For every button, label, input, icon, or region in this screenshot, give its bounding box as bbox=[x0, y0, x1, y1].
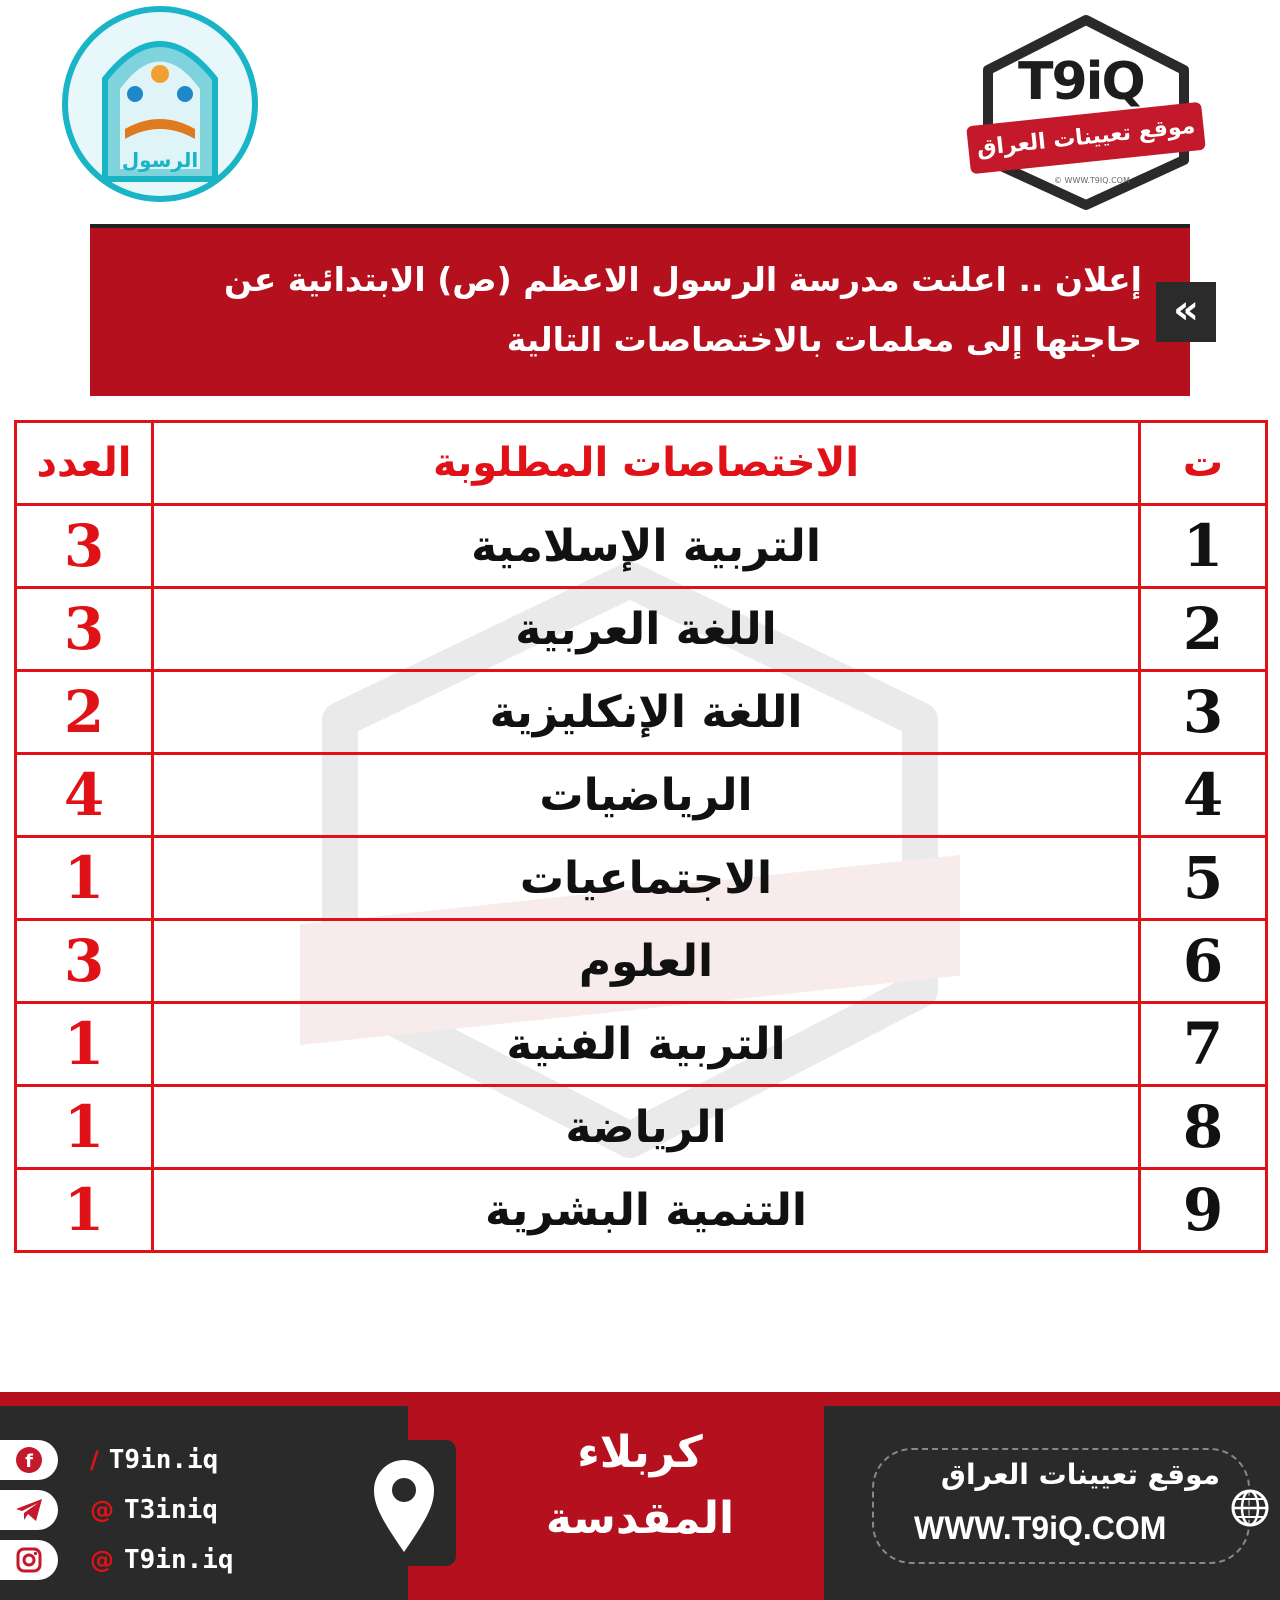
table-row bbox=[16, 920, 1267, 1003]
row-number: 9 bbox=[1140, 1169, 1267, 1252]
row-specialty: الاجتماعيات bbox=[153, 837, 1140, 920]
social-separator: / bbox=[90, 1446, 99, 1474]
social-handle[interactable]: T3iniq bbox=[124, 1495, 218, 1525]
telegram-icon bbox=[0, 1490, 58, 1530]
row-number: 7 bbox=[1140, 1003, 1267, 1086]
globe-icon bbox=[1230, 1488, 1270, 1528]
site-url-link[interactable]: WWW.T9iQ.COM bbox=[914, 1510, 1167, 1546]
row-specialty: الرياضيات bbox=[153, 754, 1140, 837]
table-header-row bbox=[16, 422, 1267, 505]
t9iq-logo bbox=[968, 10, 1204, 210]
svg-text:f: f bbox=[25, 1451, 33, 1472]
row-count: 1 bbox=[16, 1086, 153, 1169]
row-specialty: التنمية البشرية bbox=[153, 1169, 1140, 1252]
row-count: 3 bbox=[16, 505, 153, 588]
social-separator: @ bbox=[90, 1496, 114, 1524]
row-specialty: اللغة العربية bbox=[153, 588, 1140, 671]
social-separator: @ bbox=[90, 1546, 114, 1574]
table-row bbox=[16, 754, 1267, 837]
row-count: 1 bbox=[16, 1003, 153, 1086]
row-number: 2 bbox=[1140, 588, 1267, 671]
city-line-1: كربلاء bbox=[577, 1427, 703, 1478]
row-specialty: التربية الإسلامية bbox=[153, 505, 1140, 588]
city-line-2: المقدسة bbox=[545, 1493, 735, 1544]
social-telegram[interactable] bbox=[0, 1488, 300, 1532]
row-count: 3 bbox=[16, 920, 153, 1003]
social-handle[interactable]: T9in.iq bbox=[124, 1545, 234, 1575]
brand-text: T9iQ bbox=[1018, 52, 1144, 112]
row-specialty: التربية الفنية bbox=[153, 1003, 1140, 1086]
specialties-table bbox=[14, 420, 1268, 1253]
row-number: 1 bbox=[1140, 505, 1267, 588]
instagram-icon bbox=[0, 1540, 58, 1580]
row-specialty: العلوم bbox=[153, 920, 1140, 1003]
row-count: 2 bbox=[16, 671, 153, 754]
row-count: 1 bbox=[16, 1169, 153, 1252]
city-name bbox=[470, 1420, 810, 1552]
table-row bbox=[16, 1086, 1267, 1169]
table-row bbox=[16, 837, 1267, 920]
brand-small-url: © WWW.T9IQ.COM bbox=[1054, 176, 1130, 185]
social-facebook[interactable] bbox=[0, 1438, 300, 1482]
school-emblem-icon bbox=[85, 19, 235, 189]
facebook-icon bbox=[0, 1440, 58, 1480]
row-count: 4 bbox=[16, 754, 153, 837]
row-number: 3 bbox=[1140, 671, 1267, 754]
header-specialty: الاختصاصات المطلوبة bbox=[153, 422, 1140, 505]
location-pin-icon bbox=[352, 1440, 456, 1566]
row-number: 4 bbox=[1140, 754, 1267, 837]
svg-text:الرسول: الرسول bbox=[121, 148, 199, 172]
row-count: 3 bbox=[16, 588, 153, 671]
announcement-text: إعلان .. اعلنت مدرسة الرسول الاعظم (ص) الابتدائية عن حاجتها إلى معلمات بالاختصاصات التالية bbox=[224, 260, 1142, 359]
brand-tagline: موقع تعيينات العراق bbox=[966, 102, 1206, 174]
header-count: العدد bbox=[16, 422, 153, 505]
table-row bbox=[16, 505, 1267, 588]
social-handle[interactable]: T9in.iq bbox=[108, 1445, 219, 1475]
location-pin-badge bbox=[352, 1440, 456, 1566]
table-row bbox=[16, 1169, 1267, 1252]
table-row bbox=[16, 671, 1267, 754]
header-number: ت bbox=[1140, 422, 1267, 505]
site-name: موقع تعيينات العراق bbox=[940, 1458, 1220, 1491]
row-number: 5 bbox=[1140, 837, 1267, 920]
row-count: 1 bbox=[16, 837, 153, 920]
row-number: 8 bbox=[1140, 1086, 1267, 1169]
social-instagram[interactable] bbox=[0, 1538, 300, 1582]
table-row bbox=[16, 1003, 1267, 1086]
row-specialty: اللغة الإنكليزية bbox=[153, 671, 1140, 754]
row-specialty: الرياضة bbox=[153, 1086, 1140, 1169]
row-number: 6 bbox=[1140, 920, 1267, 1003]
announcement-banner bbox=[90, 224, 1190, 396]
double-chevron-icon: « bbox=[1156, 282, 1216, 342]
table-row bbox=[16, 588, 1267, 671]
school-logo bbox=[62, 6, 258, 202]
